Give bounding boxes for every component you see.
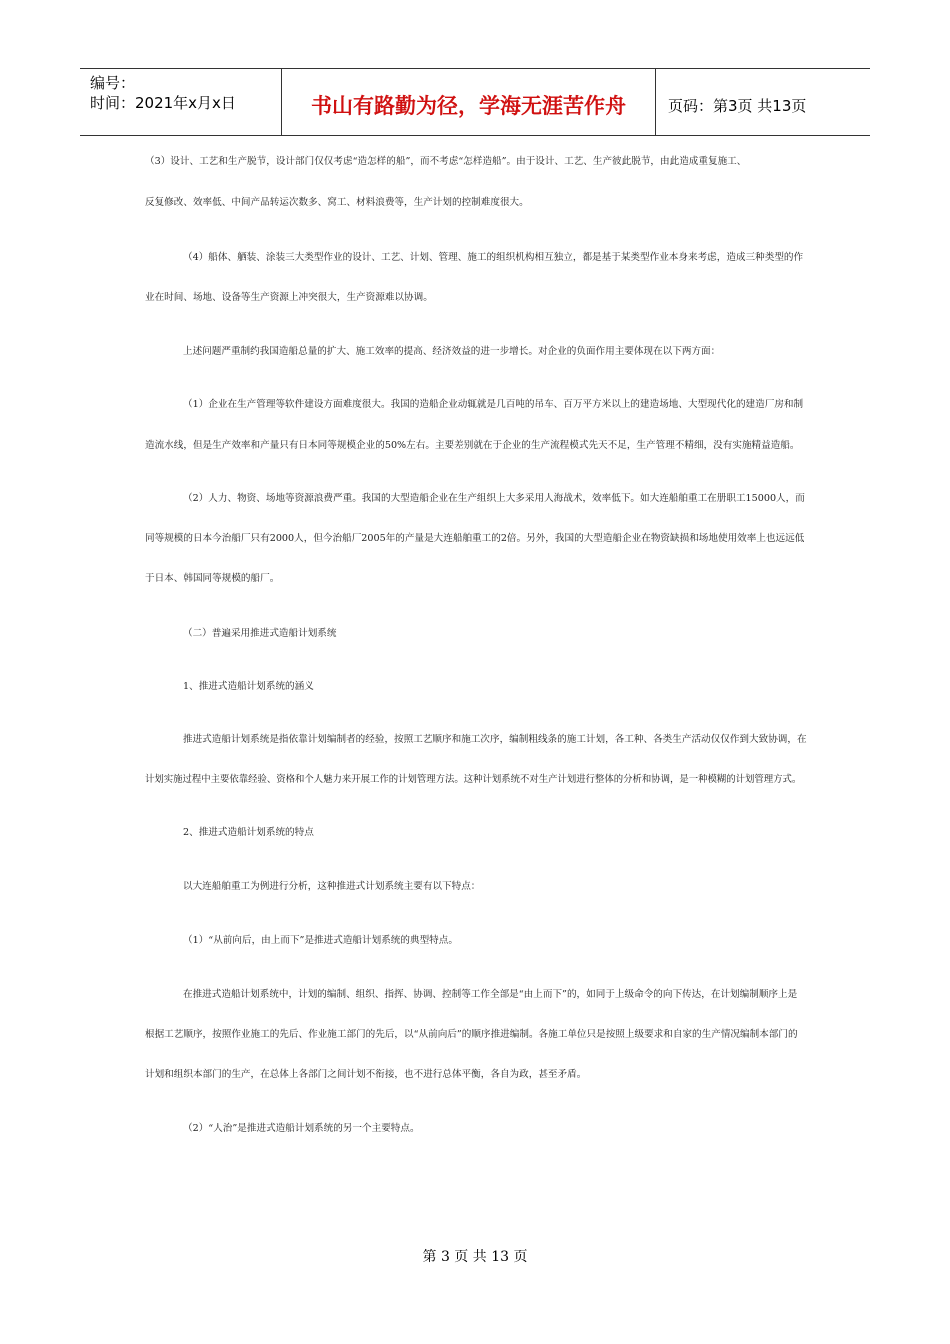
text-line: 推进式造船计划系统是指依靠计划编制者的经验，按照工艺顺序和施工次序，编制粗线条的施工计划，各工种、各类生产活动仅仅作到大致协调，在 — [183, 734, 807, 745]
text-line: 根据工艺顺序，按照作业施工的先后、作业施工部门的先后，以“从前向后”的顺序推进编制。各施工单位只是按照上级要求和自家的生产情况编制本部门的 — [145, 1029, 798, 1040]
text-line: （2）人力、物资、场地等资源浪费严重。我国的大型造船企业在生产组织上大多采用人海战术，效率低下。如大连船舶重工在册职工15000人，而 — [183, 493, 805, 504]
text-line: （1）企业在生产管理等软件建设方面难度很大。我国的造船企业动辄就是几百吨的吊车、百万平方米以上的建造场地、大型现代化的建造厂房和制 — [183, 399, 804, 410]
text-line: 计划和组织本部门的生产，在总体上各部门之间计划不衔接，也不进行总体平衡，各自为政，甚至矛盾。 — [145, 1069, 587, 1080]
section-heading: （二）普遍采用推进式造船计划系统 — [183, 628, 337, 639]
time-label: 时间：2021年x月x日 — [90, 94, 236, 112]
serial-label: 编号： — [90, 74, 136, 92]
subsection-heading: 1、推进式造船计划系统的涵义 — [183, 681, 314, 692]
subsection-heading: 2、推进式造船计划系统的特点 — [183, 827, 314, 838]
text-line: 以大连船舶重工为例进行分析，这种推进式计划系统主要有以下特点： — [183, 881, 481, 892]
text-line: 同等规模的日本今治船厂只有2000人，但今治船厂2005年的产量是大连船舶重工的2倍。另外，我国的大型造船企业在物资缺损和场地使用效率上也远远低 — [145, 533, 805, 544]
text-line: 在推进式造船计划系统中，计划的编制、组织、指挥、协调、控制等工作全部是“由上而下”的，如同于上级命令的向下传达，在计划编制顺序上是 — [183, 989, 798, 1000]
text-line: 计划实施过程中主要依靠经验、资格和个人魅力来开展工作的计划管理方法。这种计划系统不对生产计划进行整体的分析和协调，是一种模糊的计划管理方式。 — [145, 774, 802, 785]
header-meta — [80, 69, 282, 135]
text-line: （3）设计、工艺和生产脱节，设计部门仅仅考虑“造怎样的船”，而不考虑“怎样造船”。由于设计、工艺、生产彼此脱节，由此造成重复施工、 — [145, 156, 747, 167]
text-line: 上述问题严重制约我国造船总量的扩大、施工效率的提高、经济效益的进一步增长。对企业的负面作用主要体现在以下两方面： — [183, 346, 721, 357]
text-line: 业在时间、场地、设备等生产资源上冲突很大，生产资源难以协调。 — [145, 292, 433, 303]
text-line: （4）船体、舾装、涂装三大类型作业的设计、工艺、计划、管理、施工的组织机构相互独立，都是基于某类型作业本身来考虑，造成三种类型的作 — [183, 252, 804, 263]
header-page-info: 页码：第3页 共13页 — [668, 96, 807, 115]
text-line: 造流水线，但是生产效率和产量只有日本同等规模企业的50%左右。主要差别就在于企业的生产流程模式先天不足，生产管理不精细，没有实施精益造船。 — [145, 440, 800, 451]
header-motto: 书山有路勤为径，学海无涯苦作舟 — [282, 69, 656, 135]
text-line: 反复修改、效率低、中间产品转运次数多、窝工、材料浪费等，生产计划的控制难度很大。 — [145, 197, 529, 208]
text-line: 于日本、韩国同等规模的船厂。 — [145, 573, 280, 584]
document-header — [80, 68, 870, 136]
text-line: （1）“从前向后，由上而下”是推进式造船计划系统的典型特点。 — [183, 935, 458, 946]
page-footer: 第 3 页 共 13 页 — [422, 1249, 528, 1265]
text-line: （2）“人治”是推进式造船计划系统的另一个主要特点。 — [183, 1123, 420, 1134]
